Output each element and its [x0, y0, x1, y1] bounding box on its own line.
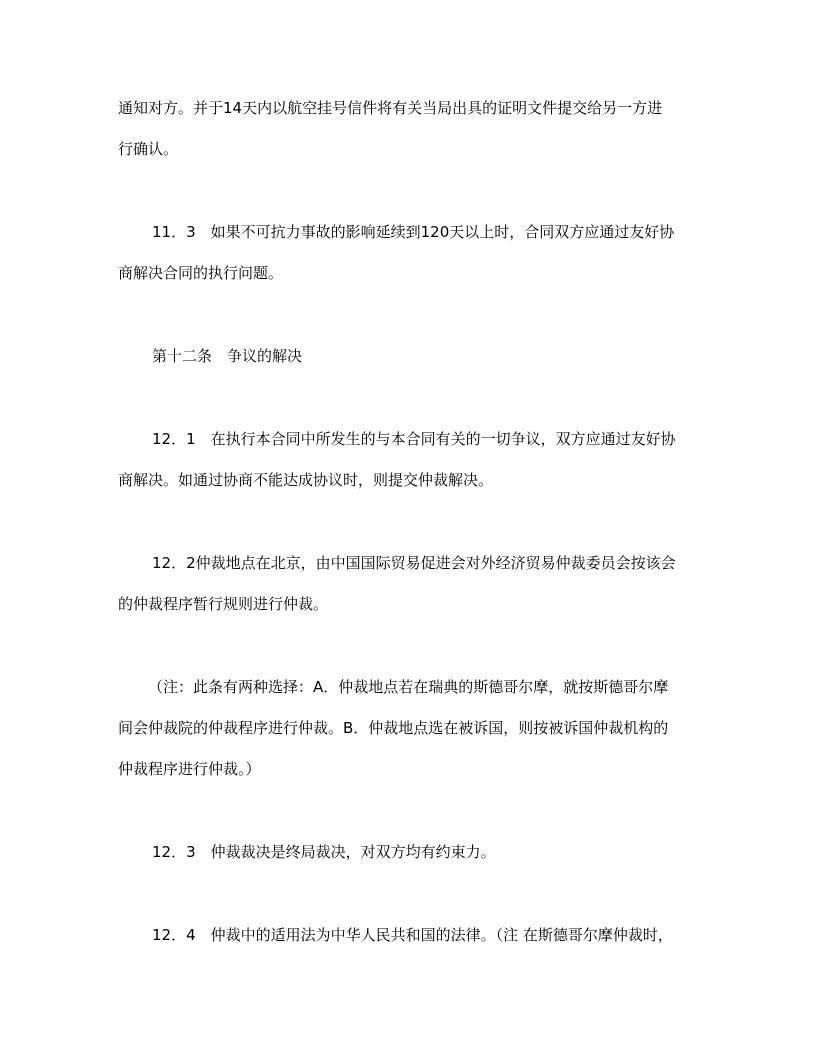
text-line: 仲裁程序进行仲裁。）: [118, 760, 261, 778]
text-line: 商解决。如通过协商不能达成协议时，则提交仲裁解决。: [118, 471, 494, 489]
text-line: 行确认。: [118, 140, 179, 158]
text-line: 的仲裁程序暂行规则进行仲裁。: [118, 595, 329, 613]
text-line: 11．3 如果不可抗力事故的影响延续到120天以上时，合同双方应通过友好协: [152, 223, 675, 241]
text-line: 12．1 在执行本合同中所发生的与本合同有关的一切争议，双方应通过友好协: [152, 430, 676, 448]
text-line: （注：此条有两种选择：A．仲裁地点若在瑞典的斯德哥尔摩，就按斯德哥尔摩: [148, 678, 669, 696]
text-line: 12．3 仲裁裁决是终局裁决，对双方均有约束力。: [152, 843, 496, 861]
text-line: 间会仲裁院的仲裁程序进行仲裁。B．仲裁地点选在被诉国，则按被诉国仲裁机构的: [118, 719, 669, 737]
section-heading: 第十二条 争议的解决: [152, 347, 303, 365]
text-line: 12．2仲裁地点在北京，由中国国际贸易促进会对外经济贸易仲裁委员会按该会: [152, 554, 676, 572]
text-line: 12．4 仲裁中的适用法为中华人民共和国的法律。（注 在斯德哥尔摩仲裁时，: [152, 926, 673, 944]
text-line: 通知对方。并于14天内以航空挂号信件将有关当局出具的证明文件提交给另一方进: [118, 99, 663, 117]
text-line: 商解决合同的执行问题。: [118, 264, 284, 282]
